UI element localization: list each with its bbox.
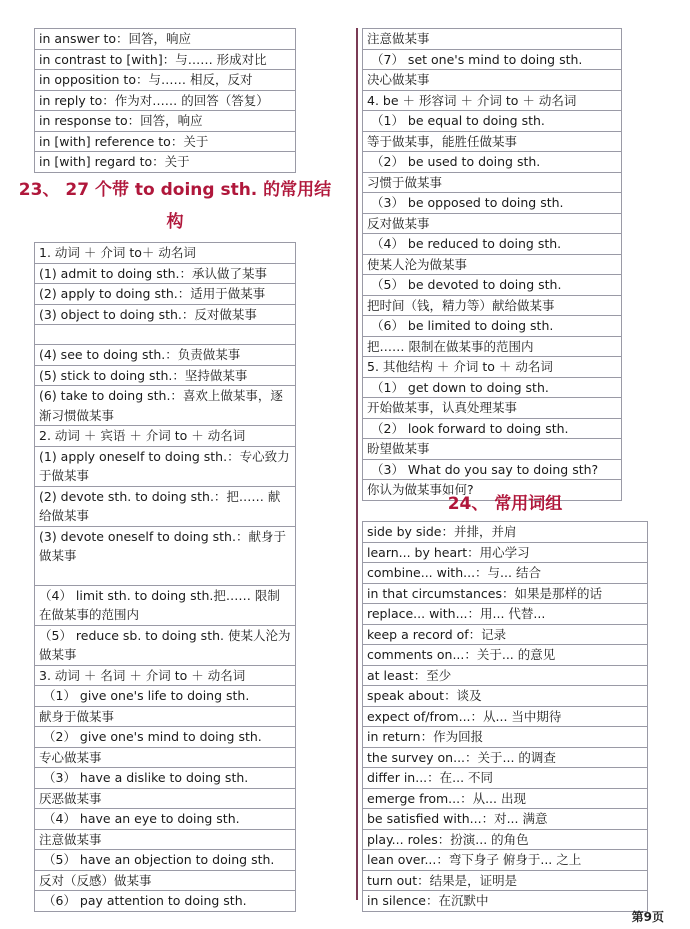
table-row: be satisfied with...：对... 满意 <box>362 809 648 830</box>
table-row: 厌恶做某事 <box>34 789 296 810</box>
table-row: (3) object to doing sth.：反对做某事 <box>34 305 296 326</box>
table-row: (3) devote oneself to doing sth.：献身于做某事 <box>34 527 296 586</box>
table-row: in [with] reference to：关于 <box>34 132 296 153</box>
table-row: 习惯于做某事 <box>362 173 622 194</box>
table-row: side by side：并排，并肩 <box>362 521 648 543</box>
table-row: (2) apply to doing sth.：适用于做某事 <box>34 284 296 305</box>
page-number: 第9页 <box>631 910 664 924</box>
table-row: (2) devote sth. to doing sth.：把…… 献给做某事 <box>34 487 296 527</box>
table-row: in response to：回答，响应 <box>34 111 296 132</box>
table-row: 献身于做某事 <box>34 707 296 728</box>
left-top-table <box>34 28 296 173</box>
table-row: （2） be used to doing sth. <box>362 152 622 173</box>
table-row: 注意做某事 <box>34 830 296 851</box>
table-row: 等于做某事，能胜任做某事 <box>362 132 622 153</box>
table-row: in contrast to [with]：与…… 形成对比 <box>34 50 296 71</box>
table-row: （6） pay attention to doing sth. <box>34 891 296 912</box>
table-row: 开始做某事，认真处理某事 <box>362 398 622 419</box>
table-row: replace... with...：用... 代替... <box>362 604 648 625</box>
table-row: lean over...：弯下身子 俯身于... 之上 <box>362 850 648 871</box>
table-row: (1) apply oneself to doing sth.：专心致力于做某事 <box>34 447 296 487</box>
right-top-table <box>362 28 622 501</box>
table-row: （4） be reduced to doing sth. <box>362 234 622 255</box>
table-row-empty <box>34 325 296 345</box>
table-row: in opposition to：与…… 相反，反对 <box>34 70 296 91</box>
section-23-heading-line2: 构 <box>166 212 184 232</box>
table-row: 2. 动词 ＋ 宾语 ＋ 介词 to ＋ 动名词 <box>34 426 296 447</box>
table-row: 盼望做某事 <box>362 439 622 460</box>
table-row: （5） reduce sb. to doing sth. 使某人沦为做某事 <box>34 626 296 666</box>
table-row: 专心做某事 <box>34 748 296 769</box>
table-row: in reply to：作为对…… 的回答（答复） <box>34 91 296 112</box>
table-row: at least：至少 <box>362 666 648 687</box>
table-row: (6) take to doing sth.：喜欢上做某事，逐渐习惯做某事 <box>34 386 296 426</box>
table-row: （5） have an objection to doing sth. <box>34 850 296 871</box>
table-row: in answer to：回答，响应 <box>34 28 296 50</box>
phrase-table <box>362 521 648 912</box>
table-row: emerge from...：从... 出现 <box>362 789 648 810</box>
table-row: （3） have a dislike to doing sth. <box>34 768 296 789</box>
table-row: 5. 其他结构 ＋ 介词 to ＋ 动名词 <box>362 357 622 378</box>
table-row: in return：作为回报 <box>362 727 648 748</box>
table-row: 反对做某事 <box>362 214 622 235</box>
table-row: （1） give one's life to doing sth. <box>34 686 296 707</box>
table-row: 你认为做某事如何? <box>362 480 622 501</box>
table-row: 使某人沦为做某事 <box>362 255 622 276</box>
table-row: keep a record of：记录 <box>362 625 648 646</box>
table-row: （2） look forward to doing sth. <box>362 419 622 440</box>
table-row: comments on...：关于... 的意见 <box>362 645 648 666</box>
table-row: learn... by heart：用心学习 <box>362 543 648 564</box>
section-23-heading-line1: 23、 27 个带 to doing sth. 的常用结 <box>18 180 332 200</box>
table-row: （5） be devoted to doing sth. <box>362 275 622 296</box>
table-row: 决心做某事 <box>362 70 622 91</box>
left-main-table <box>34 242 296 912</box>
table-row: expect of/from...：从... 当中期待 <box>362 707 648 728</box>
table-row: （1） get down to doing sth. <box>362 378 622 399</box>
table-row: in [with] regard to：关于 <box>34 152 296 173</box>
table-row: play... roles：扮演... 的角色 <box>362 830 648 851</box>
table-row: 1. 动词 ＋ 介词 to＋ 动名词 <box>34 242 296 264</box>
table-row: turn out：结果是，证明是 <box>362 871 648 892</box>
column-divider <box>356 28 358 900</box>
table-row: （6） be limited to doing sth. <box>362 316 622 337</box>
table-row: differ in...：在... 不同 <box>362 768 648 789</box>
table-row: （3） be opposed to doing sth. <box>362 193 622 214</box>
table-row: (1) admit to doing sth.：承认做了某事 <box>34 264 296 285</box>
table-row: the survey on...：关于... 的调查 <box>362 748 648 769</box>
table-row: （7） set one's mind to doing sth. <box>362 50 622 71</box>
table-row: （4） limit sth. to doing sth.把…… 限制在做某事的范围内 <box>34 586 296 626</box>
table-row: 3. 动词 ＋ 名词 ＋ 介词 to ＋ 动名词 <box>34 666 296 687</box>
table-row: 把时间（钱，精力等）献给做某事 <box>362 296 622 317</box>
table-row: in silence：在沉默中 <box>362 891 648 912</box>
table-row: 注意做某事 <box>362 28 622 50</box>
table-row: 把…… 限制在做某事的范围内 <box>362 337 622 358</box>
section-24-heading: 24、 常用词组 <box>447 494 563 514</box>
table-row: 反对（反感）做某事 <box>34 871 296 892</box>
table-row: 4. be ＋ 形容词 ＋ 介词 to ＋ 动名词 <box>362 91 622 112</box>
table-row: (4) see to doing sth.：负责做某事 <box>34 345 296 366</box>
table-row: in that circumstances：如果是那样的话 <box>362 584 648 605</box>
table-row: （3） What do you say to doing sth? <box>362 460 622 481</box>
table-row: combine... with...：与... 结合 <box>362 563 648 584</box>
table-row: （4） have an eye to doing sth. <box>34 809 296 830</box>
table-row: (5) stick to doing sth.：坚持做某事 <box>34 366 296 387</box>
table-row: speak about：谈及 <box>362 686 648 707</box>
table-row: （1） be equal to doing sth. <box>362 111 622 132</box>
section-23-heading <box>10 176 340 236</box>
table-row: （2） give one's mind to doing sth. <box>34 727 296 748</box>
